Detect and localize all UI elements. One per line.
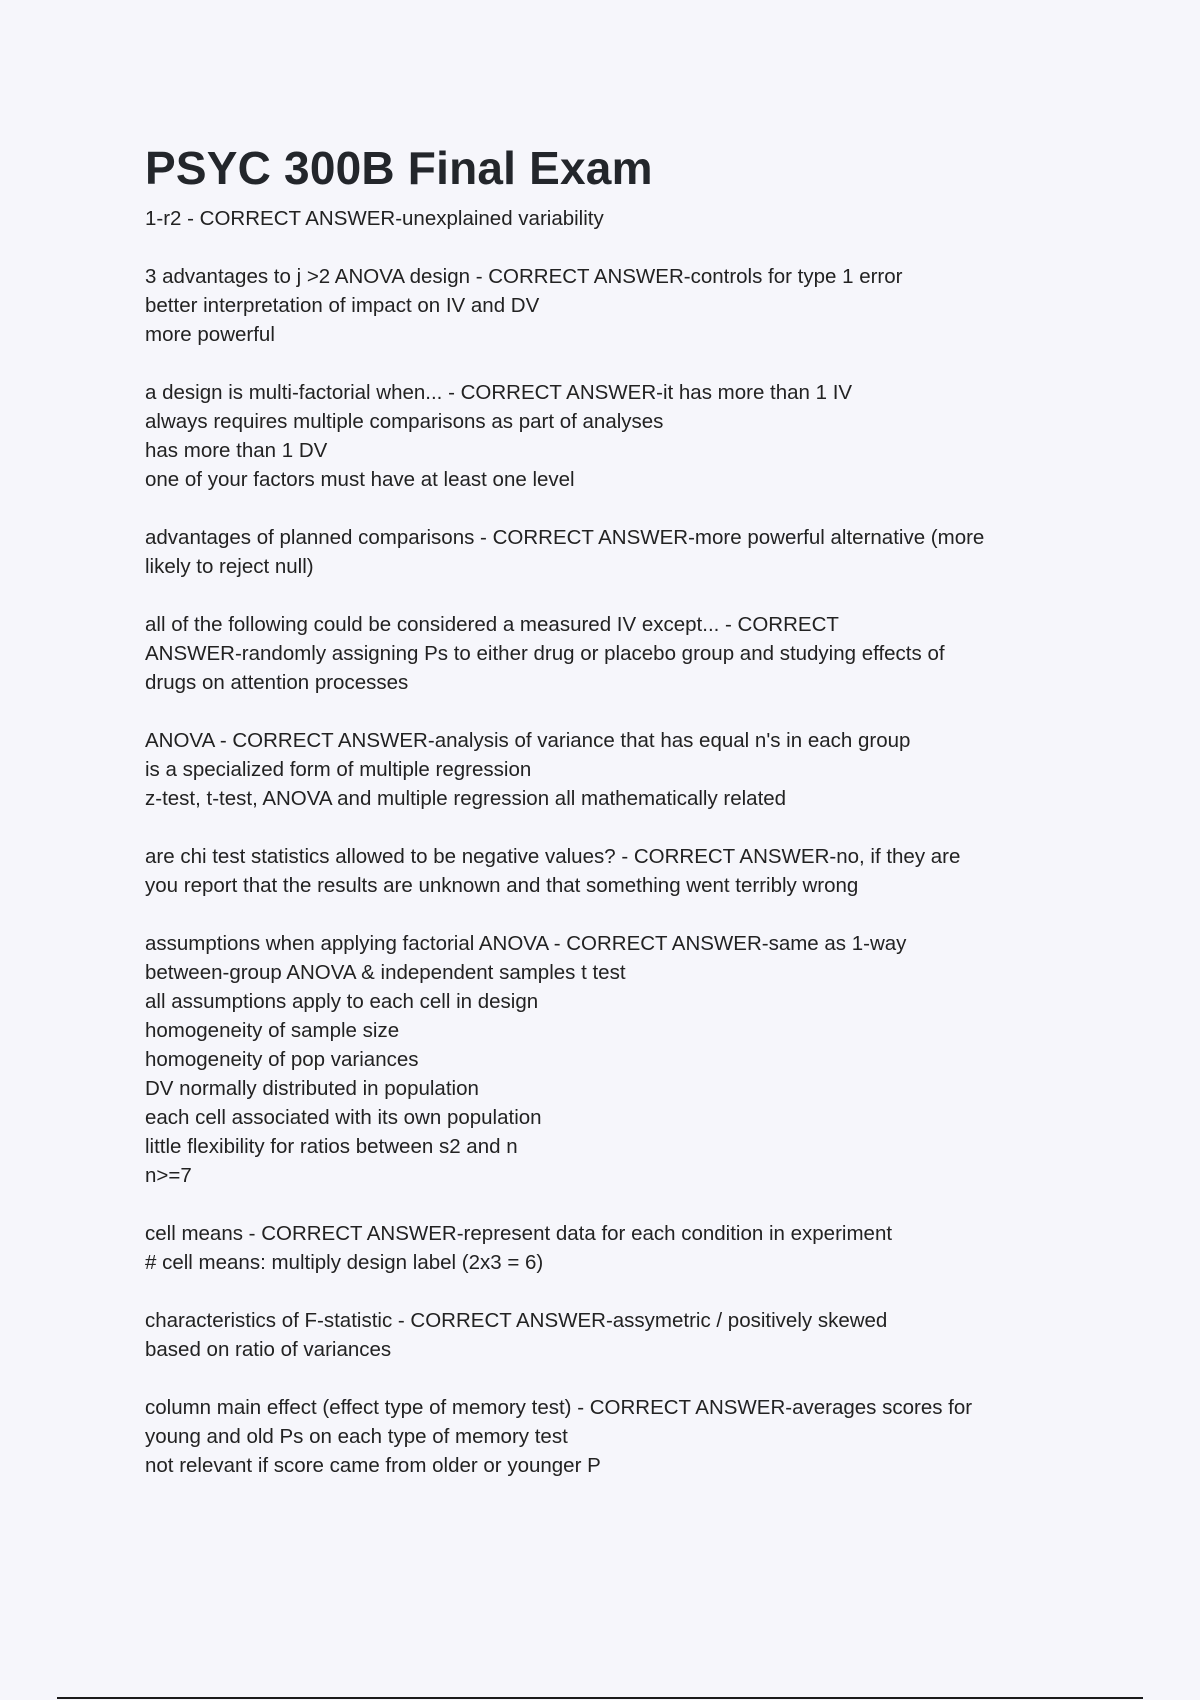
qa-entry-question-line: advantages of planned comparisons - CORRECT ANSWER-more powerful alternative (more: [145, 526, 985, 549]
qa-entry-answer-line: between-group ANOVA & independent samples t test: [145, 961, 626, 984]
qa-entry-question-line: cell means - CORRECT ANSWER-represent data for each condition in experiment: [145, 1222, 893, 1245]
qa-entry-question-line: ANOVA - CORRECT ANSWER-analysis of variance that has equal n's in each group: [145, 729, 911, 752]
page-title: PSYC 300B Final Exam: [145, 142, 653, 194]
qa-entry-answer-line: likely to reject null): [145, 555, 314, 578]
qa-entry-answer-line: little flexibility for ratios between s2 and n: [145, 1135, 518, 1158]
qa-entry-question-line: assumptions when applying factorial ANOVA - CORRECT ANSWER-same as 1-way: [145, 932, 907, 955]
qa-entry: [145, 1219, 1075, 1277]
qa-entry: [145, 378, 1075, 494]
document-page: [145, 140, 1075, 1509]
qa-entry-question-line: a design is multi-factorial when... - CORRECT ANSWER-it has more than 1 IV: [145, 381, 853, 404]
qa-entry-question-line: 3 advantages to j >2 ANOVA design - CORRECT ANSWER-controls for type 1 error: [145, 265, 903, 288]
qa-entry-question-line: all of the following could be considered a measured IV except... - CORRECT: [145, 613, 839, 636]
qa-entry: [145, 262, 1075, 349]
qa-entry: [145, 1306, 1075, 1364]
qa-entry-answer-line: ANSWER-randomly assigning Ps to either drug or placebo group and studying effects of: [145, 642, 945, 665]
qa-entry-answer-line: always requires multiple comparisons as part of analyses: [145, 410, 664, 433]
qa-entry: [145, 1393, 1075, 1480]
qa-entry: [145, 523, 1075, 581]
qa-entry-answer-line: z-test, t-test, ANOVA and multiple regression all mathematically related: [145, 787, 787, 810]
qa-entry-answer-line: young and old Ps on each type of memory test: [145, 1425, 568, 1448]
qa-entry-answer-line: one of your factors must have at least one level: [145, 468, 575, 491]
qa-entry-answer-line: homogeneity of sample size: [145, 1019, 400, 1042]
qa-entry-answer-line: all assumptions apply to each cell in design: [145, 990, 539, 1013]
qa-entry-list: [145, 204, 1075, 1480]
qa-entry-answer-line: DV normally distributed in population: [145, 1077, 479, 1100]
qa-entry-answer-line: # cell means: multiply design label (2x3 = 6): [145, 1251, 544, 1274]
qa-entry-question-line: column main effect (effect type of memory test) - CORRECT ANSWER-averages scores for: [145, 1396, 973, 1419]
qa-entry: [145, 726, 1075, 813]
qa-entry: [145, 610, 1075, 697]
qa-entry-answer-line: drugs on attention processes: [145, 671, 409, 694]
qa-entry-answer-line: better interpretation of impact on IV and DV: [145, 294, 540, 317]
qa-entry-answer-line: each cell associated with its own population: [145, 1106, 542, 1129]
qa-entry: [145, 929, 1075, 1190]
qa-entry: [145, 842, 1075, 900]
qa-entry-question-line: characteristics of F-statistic - CORRECT ANSWER-assymetric / positively skewed: [145, 1309, 888, 1332]
page-bottom-rule: [57, 1697, 1143, 1699]
qa-entry-question-line: 1-r2 - CORRECT ANSWER-unexplained variability: [145, 207, 604, 230]
qa-entry-answer-line: not relevant if score came from older or younger P: [145, 1454, 601, 1477]
qa-entry-answer-line: you report that the results are unknown and that something went terribly wrong: [145, 874, 859, 897]
qa-entry-question-line: are chi test statistics allowed to be negative values? - CORRECT ANSWER-no, if they are: [145, 845, 961, 868]
qa-entry-answer-line: homogeneity of pop variances: [145, 1048, 419, 1071]
qa-entry: [145, 204, 1075, 233]
qa-entry-answer-line: more powerful: [145, 323, 275, 346]
qa-entry-answer-line: n>=7: [145, 1164, 192, 1187]
qa-entry-answer-line: has more than 1 DV: [145, 439, 328, 462]
qa-entry-answer-line: is a specialized form of multiple regression: [145, 758, 532, 781]
qa-entry-answer-line: based on ratio of variances: [145, 1338, 392, 1361]
